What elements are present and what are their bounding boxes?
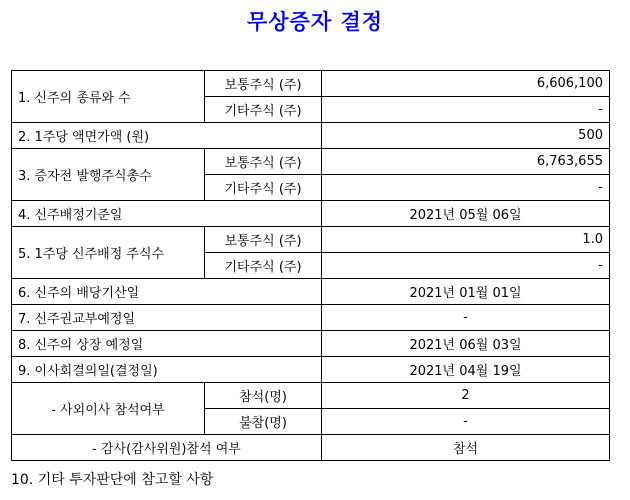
sub-label: 기타주식 (주) <box>205 175 322 201</box>
row-label: - 감사(감사위원)참석 여부 <box>12 435 322 461</box>
table-row <box>12 71 610 97</box>
table-row <box>12 331 610 357</box>
table-row <box>12 435 610 461</box>
table-row <box>12 279 610 305</box>
sub-label: 보통주식 (주) <box>205 149 322 175</box>
table-row <box>12 149 610 175</box>
row-value: - <box>322 409 610 435</box>
row-value: - <box>322 175 610 201</box>
row-label: 3. 증자전 발행주식총수 <box>12 149 205 201</box>
row-value: 6,763,655 <box>322 149 610 175</box>
row-value: 2021년 05월 06일 <box>322 201 610 227</box>
sub-label: 보통주식 (주) <box>205 227 322 253</box>
row-value: - <box>322 253 610 279</box>
row-label: 8. 신주의 상장 예정일 <box>12 331 322 357</box>
footer-section-heading: 10. 기타 투자판단에 참고할 사항 <box>11 472 214 488</box>
row-value: 2 <box>322 383 610 409</box>
sub-label: 보통주식 (주) <box>205 71 322 97</box>
row-value: - <box>322 305 610 331</box>
row-value: 2021년 01월 01일 <box>322 279 610 305</box>
row-value: 1.0 <box>322 227 610 253</box>
row-label: - 사외이사 참석여부 <box>12 383 205 435</box>
row-value: - <box>322 97 610 123</box>
table-row <box>12 305 610 331</box>
table-row <box>12 383 610 409</box>
row-label: 2. 1주당 액면가액 (원) <box>12 123 322 149</box>
page-title: 무상증자 결정 <box>246 9 384 34</box>
sub-label: 기타주식 (주) <box>205 97 322 123</box>
row-value: 2021년 04월 19일 <box>322 357 610 383</box>
row-label: 7. 신주권교부예정일 <box>12 305 322 331</box>
sub-label: 기타주식 (주) <box>205 253 322 279</box>
row-label: 6. 신주의 배당기산일 <box>12 279 322 305</box>
table-row <box>12 227 610 253</box>
table-row <box>12 357 610 383</box>
row-value: 500 <box>322 123 610 149</box>
sub-label: 참석(명) <box>205 383 322 409</box>
row-label: 4. 신주배정기준일 <box>12 201 322 227</box>
row-label: 9. 이사회결의일(결정일) <box>12 357 322 383</box>
row-value: 6,606,100 <box>322 71 610 97</box>
row-label: 5. 1주당 신주배정 주식수 <box>12 227 205 279</box>
disclosure-table <box>11 70 610 461</box>
table-row <box>12 201 610 227</box>
sub-label: 불참(명) <box>205 409 322 435</box>
row-value: 2021년 06월 03일 <box>322 331 610 357</box>
row-label: 1. 신주의 종류와 수 <box>12 71 205 123</box>
table-row <box>12 123 610 149</box>
row-value: 참석 <box>322 435 610 461</box>
